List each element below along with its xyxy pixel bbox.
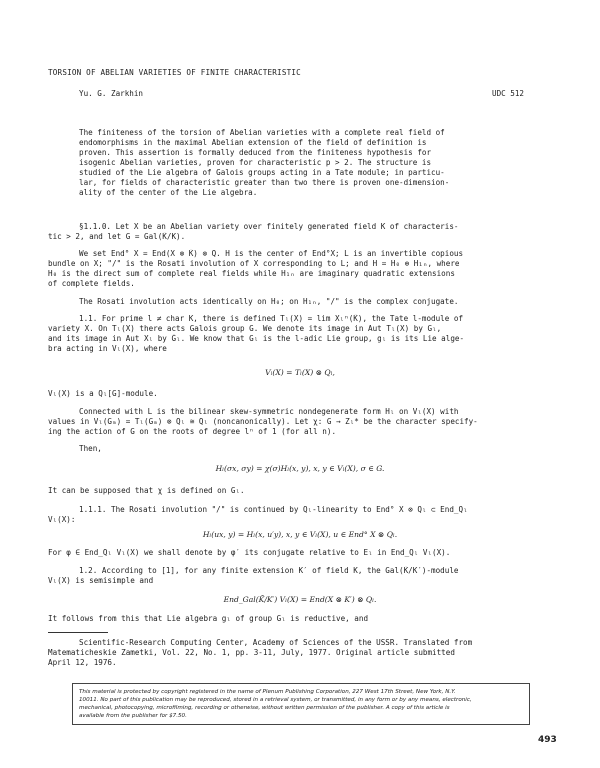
rosati-line: The Rosati involution acts identically on H₀; on H₁ₙ, "/" is the complex conjugate. bbox=[79, 297, 459, 306]
abstract-line: lar, for fields of characteristic greater than two there is proven one-dimension- bbox=[79, 178, 450, 187]
then-line: Then, bbox=[79, 444, 102, 453]
bilinear-form-line: values in Vₗ(Gₘ) = Tₗ(Gₘ) ⊗ Qₗ ≅ Qₗ (noncanonically). Let χ: G → Zₗ* be the character specify- bbox=[48, 417, 478, 426]
equation-form-twist: Hₗ(σx, σy) = χ(σ)Hₗ(x, y), x, y ∈ Vₗ(X), σ ∈ G. bbox=[215, 464, 385, 473]
section-1-2-line: 1.2. According to [1], for any finite extension K′ of field K, the Gal(K̄/K′)-module bbox=[79, 566, 459, 575]
section-1-1-1-line: Vₗ(X): bbox=[48, 515, 76, 524]
copyright-line: 10011. No part of this publication may be reproduced, stored in a retrieval system, or transmitted, in any form or by any means, electronic, bbox=[79, 697, 472, 703]
equation-rosati-adjoint: Hₗ(ux, y) = Hₗ(x, u′y), x, y ∈ Vₗ(X), u ∈ End° X ⊗ Qₗ. bbox=[202, 530, 398, 539]
author-name: Yu. G. Zarkhin bbox=[79, 89, 144, 98]
definitions-line: bundle on X; "/" is the Rosati involution of X corresponding to L; and H = H₀ ⊕ H₁ₙ, where bbox=[48, 259, 460, 268]
udc-code: UDC 512 bbox=[492, 89, 525, 98]
abstract-line: The finiteness of the torsion of Abelian varieties with a complete real field of bbox=[79, 128, 445, 137]
abstract-line: proven. This assertion is formally deduced from the finiteness hypothesis for bbox=[79, 148, 432, 157]
section-1-1-line: bra acting in Vₗ(X), where bbox=[48, 344, 167, 353]
definitions-line: We set End° X = End(X ⊗ K̄) ⊗ Q. H is the center of End°X; L is an invertible copious bbox=[79, 249, 464, 258]
equation-endomorphisms: End_Gal(K̄/K′) Vₗ(X) = End(X ⊗ K′) ⊗ Qₗ. bbox=[223, 595, 377, 604]
copyright-line: mechanical, photocopying, microfilming, recording or otherwise, without written permission of the publisher. A copy of this article is bbox=[79, 705, 450, 711]
conjugate-line: For φ ∈ End_Qₗ Vₗ(X) we shall denote by φ′ its conjugate relative to Eₗ in End_Qₗ Vₗ(X). bbox=[48, 548, 451, 557]
abstract-line: studied of the Lie algebra of Galois groups acting in a Tate module; in particu- bbox=[79, 168, 445, 177]
section-1-1-line: variety X. On Tₗ(X) there acts Galois group G. We denote its image in Aut Tₗ(X) by Gₗ, bbox=[48, 324, 442, 333]
paper-title: TORSION OF ABELIAN VARIETIES OF FINITE CHARACTERISTIC bbox=[48, 68, 301, 77]
section-1-1-1-line: 1.1.1. The Rosati involution "/" is continued by Qₗ-linearity to End° X ⊗ Qₗ ⊂ End_Qₗ bbox=[79, 505, 468, 514]
module-line: Vₗ(X) is a Qₗ[G]-module. bbox=[48, 389, 158, 398]
footnote-rule bbox=[48, 632, 108, 633]
bilinear-form-line: ing the action of G on the roots of degree lⁿ of 1 (for all n). bbox=[48, 427, 337, 436]
footnote-line: April 12, 1976. bbox=[48, 658, 117, 667]
suppose-line: It can be supposed that χ is defined on Gₗ. bbox=[48, 486, 245, 495]
section-1-1-0-line: tic > 2, and let G = Gal(K̄/K). bbox=[48, 232, 186, 241]
abstract-line: ality of the center of the Lie algebra. bbox=[79, 188, 258, 197]
bilinear-form-line: Connected with L is the bilinear skew-symmetric nondegenerate form Hₗ on Vₗ(X) with bbox=[79, 407, 459, 416]
footnote-line: Scientific-Research Computing Center, Academy of Sciences of the USSR. Translated from bbox=[79, 638, 473, 647]
footnote-line: Matematicheskie Zametki, Vol. 22, No. 1, pp. 3-11, July, 1977. Original article submitted bbox=[48, 648, 455, 657]
copyright-line: This material is protected by copyright registered in the name of Plenum Publishing Corporation, 227 West 17th Street, New York, N.Y. bbox=[79, 689, 456, 695]
section-1-1-line: 1.1. For prime l ≠ char K, there is defined Tₗ(X) = lim Xₗⁿ(K̄), the Tate l-module of bbox=[79, 314, 464, 323]
page-number: 493 bbox=[538, 735, 557, 745]
section-1-1-0-line: §1.1.0. Let X be an Abelian variety over finitely generated field K of characteris- bbox=[79, 222, 459, 231]
follows-line: It follows from this that Lie algebra gₗ of group Gₗ is reductive, and bbox=[48, 614, 369, 623]
abstract-line: isogenic Abelian varieties, proven for characteristic p > 2. The structure is bbox=[79, 158, 432, 167]
definitions-line: of complete fields. bbox=[48, 279, 135, 288]
copyright-notice bbox=[72, 683, 530, 725]
copyright-line: available from the publisher for $7.50. bbox=[79, 713, 187, 719]
section-1-2-line: Vₗ(X) is semisimple and bbox=[48, 576, 154, 585]
equation-tate-module: Vₗ(X) = Tₗ(X) ⊗ Qₗ, bbox=[265, 368, 335, 377]
definitions-line: H₀ is the direct sum of complete real fields while H₁ₙ are imaginary quadratic extensions bbox=[48, 269, 455, 278]
section-1-1-line: and its image in Aut Xₗ by Ḡₗ. We know that Gₗ is the l-adic Lie group, gₗ is its Lie alge- bbox=[48, 334, 465, 343]
abstract-line: endomorphisms in the maximal Abelian extension of the field of definition is bbox=[79, 138, 427, 147]
